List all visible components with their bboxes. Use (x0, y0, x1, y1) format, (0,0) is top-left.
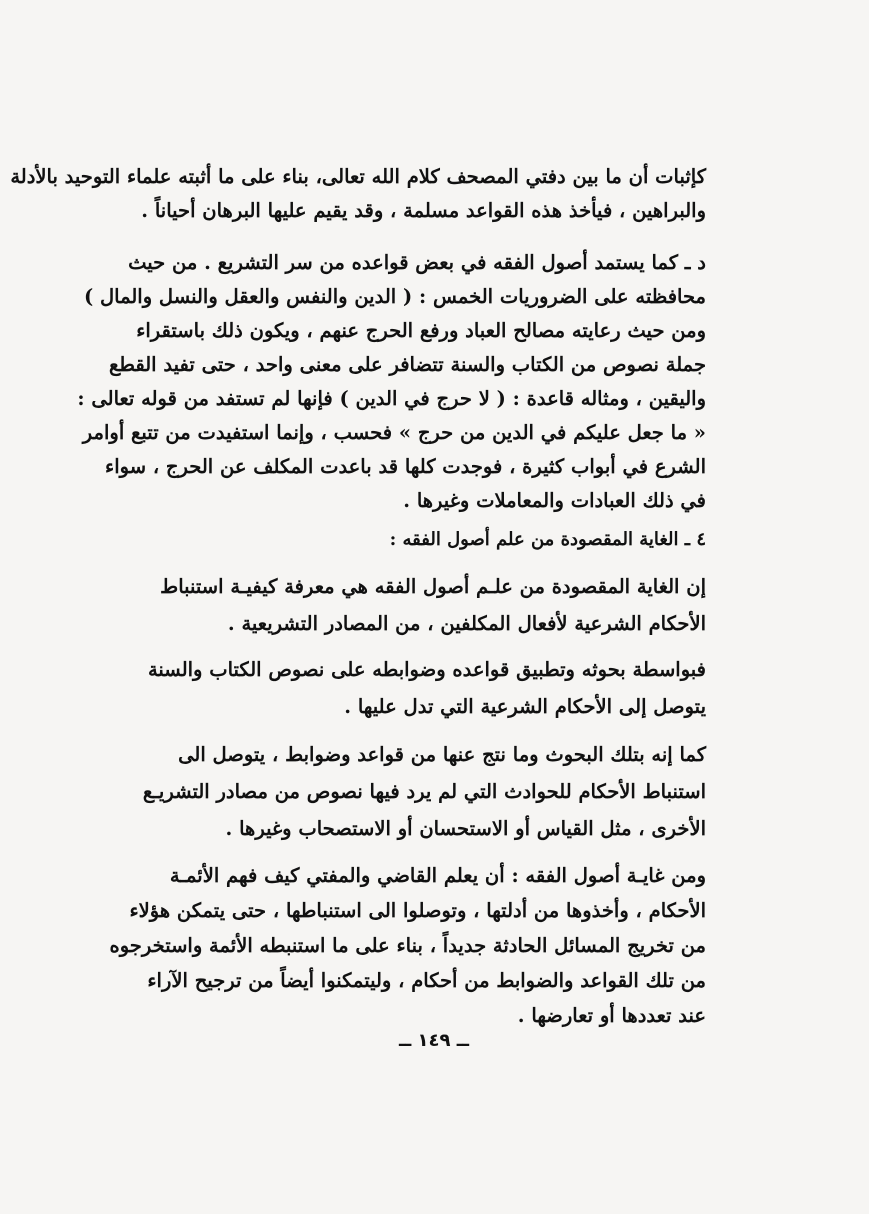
text-line: في ذلك العبادات والمعاملات وغيرها . (403, 489, 706, 512)
text-line: جملة نصوص من الكتاب والسنة تتضافر على معنى واحد ، حتى تفيد القطع (109, 353, 706, 376)
text-line: واليقين ، ومثاله قاعدة : ( لا حرج في الدين ) فإنها لم تستفد من قوله تعالى : (77, 387, 706, 410)
text-line: والبراهين ، فيأخذ هذه القواعد مسلمة ، وقد يقيم عليها البرهان أحياناً . (141, 199, 706, 222)
paragraph-5 (142, 736, 706, 847)
text-line: كإثبات أن ما بين دفتي المصحف كلام الله تعالى، بناء على ما أثبته علماء التوحيد بالأدلة (10, 165, 706, 188)
text-line: د ـ كما يستمد أصول الفقه في بعض قواعده من سر التشريع . من حيث (128, 251, 706, 274)
text-line: « ما جعل عليكم في الدين من حرج » فحسب ، وإنما استفيدت من تتبع أوامر (82, 421, 706, 444)
text-line: الأحكام الشرعية لأفعال المكلفين ، من المصادر التشريعية . (227, 612, 706, 635)
text-line: كما إنه بتلك البحوث وما نتج عنها من قواعد وضوابط ، يتوصل الى (178, 743, 706, 766)
text-line: يتوصل إلى الأحكام الشرعية التي تدل عليها . (344, 695, 706, 718)
paragraph-6 (109, 858, 706, 1033)
text-line: محافظته على الضروريات الخمس : ( الدين والنفس والعقل والنسل والمال ) (83, 285, 706, 308)
paragraph-4 (147, 651, 706, 725)
paragraph-1 (10, 160, 706, 228)
text-line: إن الغاية المقصودة من علـم أصول الفقه هي معرفة كيفيـة استنباط (160, 575, 706, 598)
paragraph-2 (77, 246, 706, 518)
text-line: استنباط الأحكام للحوادث التي لم يرد فيها نصوص من مصادر التشريـع (142, 780, 706, 803)
text-line: الشرع في أبواب كثيرة ، فوجدت كلها قد باعدت المكلف عن الحرج ، سواء (105, 455, 706, 478)
text-line: الأخرى ، مثل القياس أو الاستحسان أو الاستصحاب وغيرها . (225, 817, 706, 840)
text-line: الأحكام ، وأخذوها من أدلتها ، وتوصلوا الى استنباطها ، حتى يتمكن هؤلاء (129, 899, 706, 922)
text-line: عند تعددها أو تعارضها . (517, 1004, 706, 1027)
section-heading (168, 523, 706, 557)
paragraph-3 (160, 568, 706, 642)
text-line: ومن غايـة أصول الفقه : أن يعلم القاضي والمفتي كيف فهم الأئمـة (169, 864, 706, 887)
text-line: من تلك القواعد والضوابط من أحكام ، وليتمكنوا أيضاً من ترجيح الآراء (147, 969, 706, 992)
text-line: ومن حيث رعايته مصالح العباد ورفع الحرج عنهم ، ويكون ذلك باستقراء (136, 319, 706, 342)
text-line: فبواسطة بحوثه وتطبيق قواعده وضوابطه على نصوص الكتاب والسنة (147, 658, 706, 681)
heading-text: ٤ ـ الغاية المقصودة من علم أصول الفقه : (389, 529, 706, 550)
page-number: ــ ١٤٩ ــ (398, 1030, 470, 1051)
text-line: من تخريج المسائل الحادثة جديداً ، بناء على ما استنبطه الأئمة واستخرجوه (109, 934, 706, 957)
